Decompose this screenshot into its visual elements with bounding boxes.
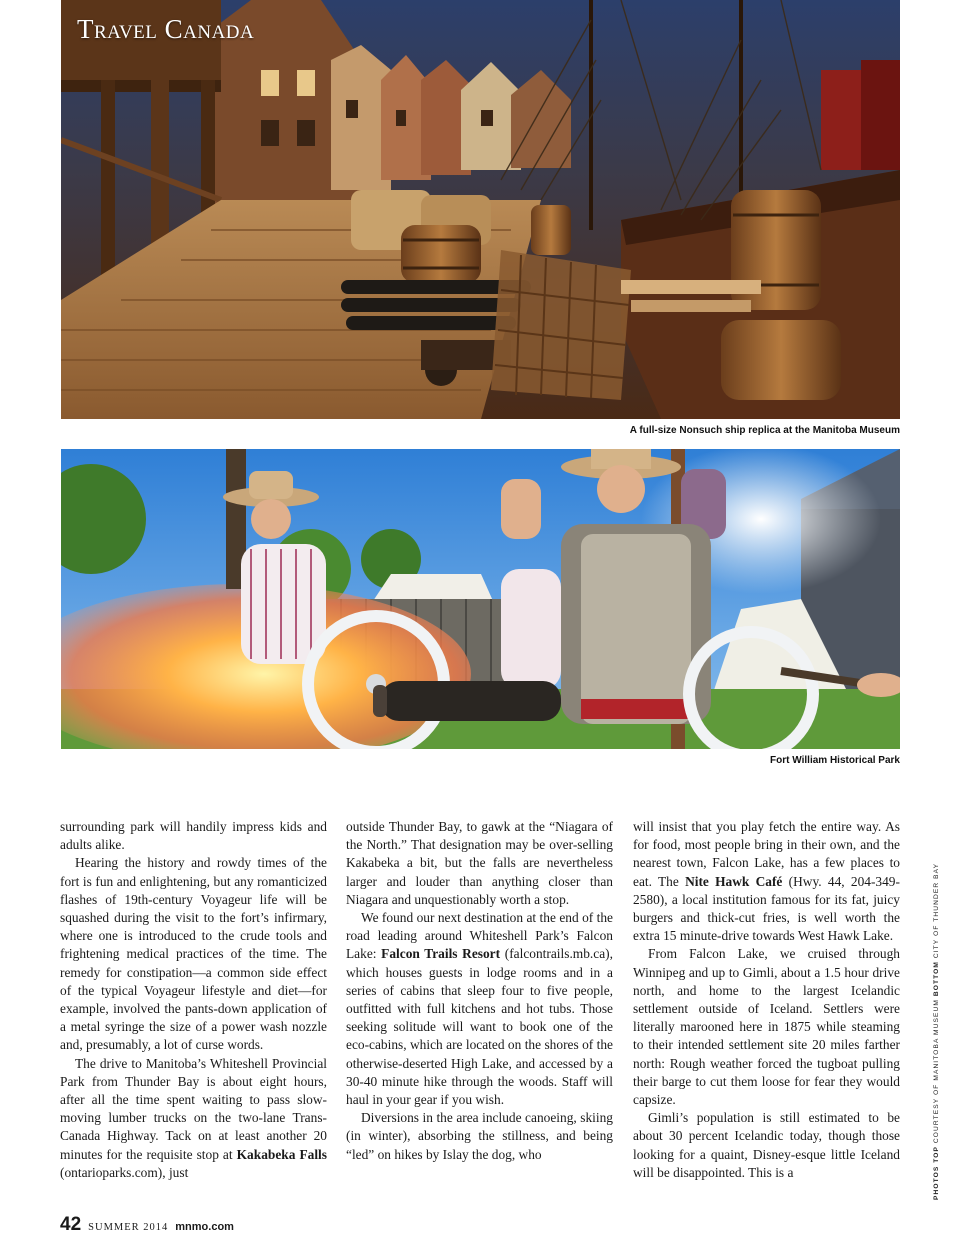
article-column-1 (60, 818, 327, 1182)
paragraph (346, 909, 613, 1109)
venue-name: Nite Hawk Café (685, 873, 783, 889)
credit-text: COURTESY OF MANITOBA MUSEUM (933, 999, 940, 1144)
section-tag: Travel Canada (77, 14, 255, 44)
paragraph: From Falcon Lake, we cruised through Winnipeg and up to Gimli, about a 1.5 hour drive north, and home to the largest Icelandic settlement outside of Iceland. Settlers were literally marooned here in 1875 while steaming to their intended settlement site 20 miles farther north: Rough weather forced the tugboat pulling their barge to cut them loose for fear they would capsize. (633, 946, 900, 1108)
paragraph-text: (ontarioparks.com), just (60, 1164, 189, 1180)
nonsuch-museum-image (61, 0, 900, 419)
bottom-photo-caption: Fort William Historical Park (770, 755, 900, 766)
venue-name: Falcon Trails Resort (381, 946, 501, 962)
paragraph: Gimli’s population is still estimated to be about 30 percent Icelandic today, though those looking for a quaint, Disney-esque little Iceland will be disappointed. This is a (633, 1110, 900, 1180)
paragraph: outside Thunder Bay, to gawk at the “Niagara of the North.” That designation may be over-selling Kakabeka a bit, but the falls are nevertheless larger and louder than anything closer than Niagara and unquestionably worth a stop. (346, 819, 613, 907)
page-number: 42 (60, 1214, 82, 1235)
paragraph-text: The drive to Manitoba’s Whiteshell Provincial Park from Thunder Bay is about eight hours, after all the time spent waiting to pass slow-moving lumber trucks on the two-lane Trans-Canada Highway. Tack on at least another 20 minutes for the requisite stop at (60, 1055, 327, 1162)
paragraph: Hearing the history and rowdy times of the fort is fun and enlightening, but any romanticized flashes of 19th-century Voyageur life will be squashed during the visit to the fort’s infirmary, where one is introduced to the crude tools and frightening medical practices of the time. The remedy for constipation—a common side effect of the typical Voyageur lifestyle and diet—for example, involved the pants-down application of a metal syringe the size of a power wash nozzle and, presumably, a lot of curse words. (60, 855, 327, 1053)
credit-label: BOTTOM (933, 961, 940, 997)
credit-text: CITY OF THUNDER BAY (933, 862, 940, 959)
paragraph (60, 1055, 327, 1182)
paragraph: Diversions in the area include canoeing, skiing (in winter), absorbing the stillness, and being “led” on hikes by Islay the dog, who (346, 1110, 613, 1162)
issue-label: SUMMER 2014 (88, 1222, 169, 1233)
article-column-3 (633, 818, 900, 1182)
top-photo-caption: A full-size Nonsuch ship replica at the Manitoba Museum (629, 425, 900, 436)
paragraph-text: (Hwy. 44, 204-349-2580), a local institution famous for its fat, juicy burgers and thick-cut fries, is well worth the extra 15 minute-drive towards West Hawk Lake. (633, 873, 900, 944)
fort-william-cannon-image (61, 449, 900, 749)
venue-name: Kakabeka Falls (236, 1146, 327, 1162)
paragraph: surrounding park will handily impress kids and adults alike. (60, 819, 327, 853)
paragraph-text: will insist that you play fetch the entire way. As for food, most people bring in their own, and the nearest town, Falcon Lake, has a few places to eat. The (633, 819, 900, 889)
website: mnmo.com (175, 1221, 234, 1233)
paragraph-text: (falcontrails.mb.ca), which houses guests in lodge rooms and in a series of cabins that sleep four to five people, outfitted with full kitchens and hot tubs. Those seeking solitude will want to book one of the eco-cabins, which are located on the shores of the otherwise-deserted High Lake, and accessed by a 30-40 minute hike through the woods. Staff will haul in your gear if you wish. (346, 946, 613, 1108)
paragraph-text: We found our next destination at the end of the road leading around Whiteshell Park’s Falcon Lake: (346, 910, 613, 962)
photo-credit (933, 863, 940, 1200)
paragraph (633, 818, 900, 945)
bottom-photo (61, 449, 900, 749)
article-column-2 (346, 818, 613, 1164)
top-photo (61, 0, 900, 419)
credit-label: PHOTOS TOP (933, 1146, 940, 1200)
folio (60, 1214, 234, 1236)
